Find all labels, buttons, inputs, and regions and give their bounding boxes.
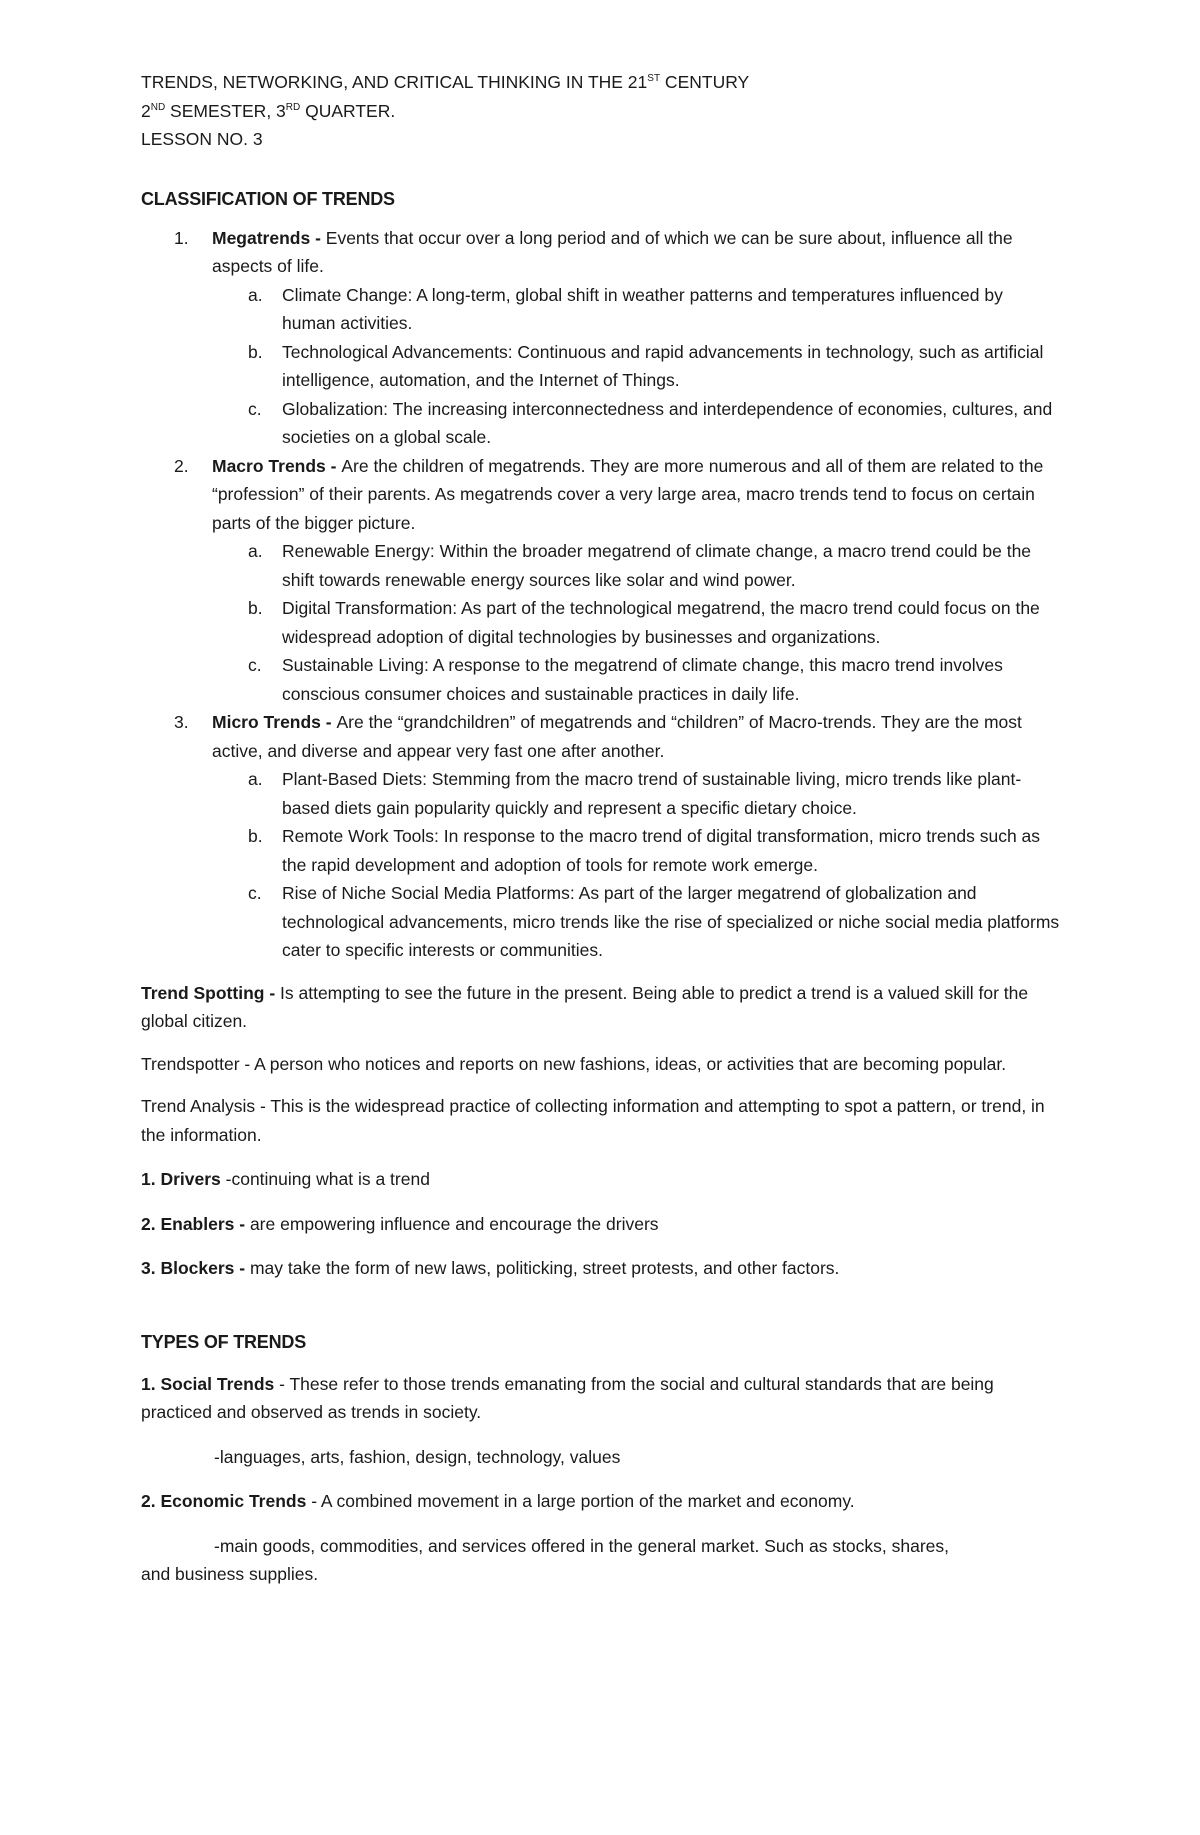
quarter-text: QUARTER. [300,100,396,121]
sub-letter: b. [248,598,263,618]
economic-trends-paragraph [141,1487,1061,1516]
document-page [141,68,1061,1589]
sub-letter: c. [248,883,262,903]
definition: are empowering influence and encourage the drivers [249,1213,659,1234]
sub-letter: c. [248,655,262,675]
sub-text: Renewable Energy: Within the broader megatrend of climate change, a macro trend could be the shift towards renewable energy sources like solar and wind power. [282,541,1032,590]
sub-item [141,594,1061,651]
term: 3. Blockers - [141,1258,250,1278]
list-item [141,224,1061,452]
item-number: 3. [174,712,189,732]
semester-line [141,97,1061,126]
factor-drivers [141,1165,1061,1194]
factor-blockers [141,1254,1061,1283]
sub-text: Plant-Based Diets: Stemming from the macro trend of sustainable living, micro trends like plant-based diets gain popularity quickly and represent a specific dietary choice. [282,769,1022,818]
sub-letter: b. [248,341,263,362]
definition: Is attempting to see the future in the present. Being able to predict a trend is a valued skill for the global citizen. [141,982,1029,1031]
sub-item [141,765,1061,822]
definition: Events that occur over a long period and of which we can be sure about, influence all the aspects of life. [212,227,1013,276]
sub-item [141,338,1061,395]
definition: -continuing what is a trend [225,1169,430,1189]
term: Macro Trends - [212,455,342,476]
definition: Are the children of megatrends. They are more numerous and all of them are related to the “profession” of their parents. As megatrends cover a very large area, macro trends tend to focus on certain parts of the bigger picture. [212,455,1044,533]
sub-item [141,281,1061,338]
trendspotter-paragraph: Trendspotter - A person who notices and reports on new fashions, ideas, or activities that are becoming popular. [141,1053,1007,1074]
social-trends-paragraph [141,1370,1061,1427]
factor-enablers [141,1210,1061,1239]
definition: - These refer to those trends emanating from the social and cultural standards that are being practiced and observed as trends in society. [141,1373,994,1422]
list-item [141,452,1061,709]
course-title-end: CENTURY [660,72,750,92]
term: Micro Trends - [212,712,337,732]
sub-letter: a. [248,541,263,561]
sub-letter: a. [248,284,263,305]
sub-text: Technological Advancements: Continuous and rapid advancements in technology, such as artificial intelligence, automation, and the Internet of Things. [282,341,1044,390]
sub-item [141,395,1061,452]
sub-text: Remote Work Tools: In response to the macro trend of digital transformation, micro trends such as the rapid development and adoption of tools for remote work emerge. [282,826,1041,875]
superscript: ST [647,73,661,84]
semester-text: SEMESTER, 3 [165,100,286,121]
sub-item [141,879,1061,965]
sub-text: Climate Change: A long-term, global shift in weather patterns and temperatures influenced by human activities. [282,284,1003,333]
sub-list [212,537,1061,708]
term: 1. Social Trends [141,1373,275,1394]
term: Trend Spotting - [141,982,281,1003]
examples-first-line: -main goods, commodities, and services offered in the general market. Such as stocks, shares, [214,1535,950,1556]
sub-text: Sustainable Living: A response to the megatrend of climate change, this macro trend involves conscious consumer choices and sustainable practices in daily life. [282,655,1003,704]
term: 1. Drivers [141,1169,226,1189]
sub-list [212,765,1061,965]
sub-letter: c. [248,398,262,419]
definition: - A combined movement in a large portion of the market and economy. [306,1491,855,1511]
sub-list [212,281,1061,452]
superscript: RD [285,101,301,113]
sub-item [141,537,1061,594]
examples-rest: and business supplies. [141,1564,319,1584]
lesson-number: LESSON NO. 3 [141,129,263,149]
definition: may take the form of new laws, politicking, street protests, and other factors. [249,1258,840,1278]
sub-text: Digital Transformation: As part of the technological megatrend, the macro trend could focus on the widespread adoption of digital technologies by businesses and organizations. [282,598,1040,647]
social-trends-examples: -languages, arts, fashion, design, technology, values [214,1446,621,1467]
item-number: 2. [174,455,189,476]
sub-item [141,822,1061,879]
trend-analysis-paragraph: Trend Analysis - This is the widespread practice of collecting information and attempting to spot a pattern, or trend, in the information. [141,1096,1045,1145]
semester-number: 2 [141,100,151,121]
item-number: 1. [174,227,189,248]
sub-item [141,651,1061,708]
list-item [141,708,1061,965]
term: Megatrends - [212,227,326,248]
sub-letter: b. [248,826,263,846]
types-heading: TYPES OF TRENDS [141,1331,307,1352]
term: 2. Enablers - [141,1213,250,1234]
economic-trends-examples [141,1532,1061,1589]
definition: Are the “grandchildren” of megatrends and “children” of Macro-trends. They are the most active, and diverse and appear very fast one after another. [212,712,1022,761]
term: 2. Economic Trends [141,1491,307,1511]
superscript: ND [150,101,166,113]
classification-list [141,224,1061,965]
course-title [141,68,1061,97]
trend-spotting-paragraph [141,979,1061,1036]
sub-letter: a. [248,769,263,789]
sub-text: Rise of Niche Social Media Platforms: As part of the larger megatrend of globalization and technological advancements, micro trends like the rise of specialized or niche social media platforms cater to specific interests or communities. [282,883,1060,960]
classification-heading: CLASSIFICATION OF TRENDS [141,188,395,209]
sub-text: Globalization: The increasing interconnectedness and interdependence of economies, cultures, and societies on a global scale. [282,398,1053,447]
course-title-text: TRENDS, NETWORKING, AND CRITICAL THINKING IN THE 21 [141,72,648,92]
